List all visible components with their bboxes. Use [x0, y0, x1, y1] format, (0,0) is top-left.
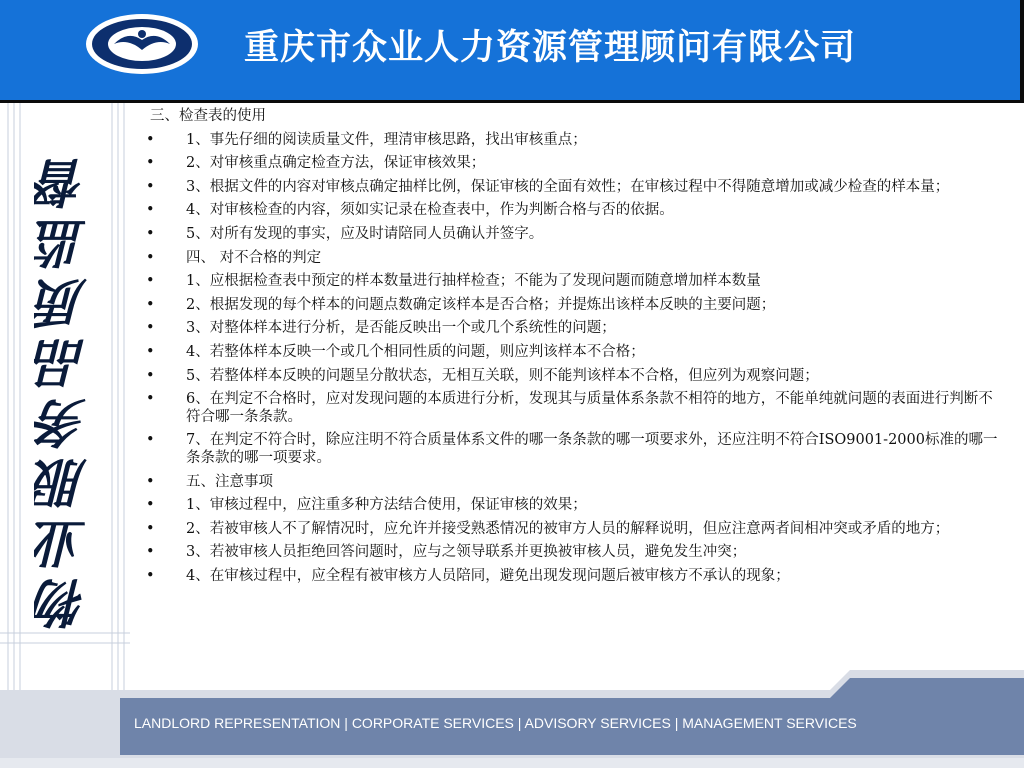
- bullet-mark: •: [146, 273, 155, 290]
- bullet-mark: •: [146, 343, 155, 360]
- list-item: [144, 273, 1004, 291]
- list-item: [144, 497, 1004, 515]
- list-item: [144, 344, 1004, 362]
- list-item-text: 5、若整体样本反映的问题呈分散状态，无相互关联，则不能判该样本不合格，但应列为观察问题；: [186, 367, 819, 384]
- vertical-title-text: 物业服务品质监督: [34, 150, 96, 630]
- list-item-text: 3、对整体样本进行分析，是否能反映出一个或几个系统性的问题；: [186, 320, 616, 337]
- bullet-mark: •: [146, 432, 155, 449]
- list-item-text: 五、注意事项: [186, 473, 273, 490]
- company-title: 重庆市众业人力资源管理顾问有限公司: [244, 28, 857, 68]
- list-item: [144, 432, 1004, 467]
- bullet-mark: •: [146, 391, 155, 408]
- list-item: [144, 250, 1004, 268]
- header-edge: [1020, 0, 1024, 103]
- bullet-mark: •: [146, 249, 155, 266]
- list-item: [144, 368, 1004, 386]
- list-item: [144, 521, 1004, 539]
- list-item-text: 4、若整体样本反映一个或几个相同性质的问题，则应判该样本不合格；: [186, 343, 645, 360]
- list-item-text: 5、对所有发现的事实，应及时请陪同人员确认并签字。: [186, 225, 544, 242]
- bullet-mark: •: [146, 178, 155, 195]
- company-logo: [84, 12, 200, 76]
- bullet-mark: •: [146, 544, 155, 561]
- list-item-text: 四、 对不合格的判定: [186, 249, 322, 266]
- list-item: [144, 544, 1004, 562]
- list-item-text: 1、应根据检查表中预定的样本数量进行抽样检查；不能为了发现问题而随意增加样本数量: [186, 273, 761, 290]
- bullet-mark: •: [146, 131, 155, 148]
- list-item: [144, 391, 1004, 426]
- vertical-title: [20, 140, 110, 640]
- bullet-mark: •: [146, 202, 155, 219]
- list-item-text: 4、对审核检查的内容，须如实记录在检查表中，作为判断合格与否的依据。: [186, 202, 674, 219]
- list-item-text: 4、在审核过程中，应全程有被审核方人员陪同，避免出现发现问题后被审核方不承认的现象；: [186, 567, 790, 584]
- list-item-text: 3、根据文件的内容对审核点确定抽样比例，保证审核的全面有效性；在审核过程中不得随意增加或减少检查的样本量；: [186, 178, 950, 195]
- bullet-mark: •: [146, 367, 155, 384]
- list-item-text: 1、审核过程中，应注重多种方法结合使用，保证审核的效果；: [186, 497, 587, 514]
- footer-services: LANDLORD REPRESENTATION | CORPORATE SERVICES | ADVISORY SERVICES | MANAGEMENT SERVICES: [134, 715, 857, 731]
- bullet-mark: •: [146, 155, 155, 172]
- list-item: [144, 320, 1004, 338]
- list-item: [144, 474, 1004, 492]
- list-item-text: 1、事先仔细的阅读质量文件，理清审核思路，找出审核重点；: [186, 131, 587, 148]
- bullet-mark: •: [146, 520, 155, 537]
- list-item-text: 2、对审核重点确定检查方法，保证审核效果；: [186, 155, 486, 172]
- list-item: [144, 226, 1004, 244]
- section-heading: 三、检查表的使用: [150, 108, 266, 124]
- list-item: [144, 155, 1004, 173]
- bullet-mark: •: [146, 497, 155, 514]
- list-item-text: 2、根据发现的每个样本的问题点数确定该样本是否合格；并提炼出该样本反映的主要问题；: [186, 296, 776, 313]
- list-item: [144, 568, 1004, 586]
- bullet-list: [144, 132, 1004, 586]
- list-item-text: 2、若被审核人不了解情况时，应允许并接受熟悉情况的被审方人员的解释说明，但应注意两者间相冲突或矛盾的地方；: [186, 520, 950, 537]
- list-item-text: 3、若被审核人员拒绝回答问题时，应与之领导联系并更换被审核人员，避免发生冲突；: [186, 544, 747, 561]
- list-item-text: 7、在判定不符合时，除应注明不符合质量体系文件的哪一条条款的哪一项要求外，还应注明不符合ISO9001-2000标准的哪一条条款的哪一项要求。: [186, 432, 998, 466]
- list-item: [144, 179, 1004, 197]
- list-item-text: 6、在判定不合格时，应对发现问题的本质进行分析，发现其与质量体系条款不相符的地方，不能单纯就问题的表面进行判断不符合哪一条条款。: [186, 391, 993, 425]
- header-banner: [0, 0, 1020, 103]
- bullet-mark: •: [146, 296, 155, 313]
- bullet-mark: •: [146, 225, 155, 242]
- list-item: [144, 297, 1004, 315]
- list-item: [144, 132, 1004, 150]
- list-item: [144, 202, 1004, 220]
- bullet-mark: •: [146, 473, 155, 490]
- bullet-mark: •: [146, 567, 155, 584]
- main-content: [144, 108, 1004, 591]
- bullet-mark: •: [146, 320, 155, 337]
